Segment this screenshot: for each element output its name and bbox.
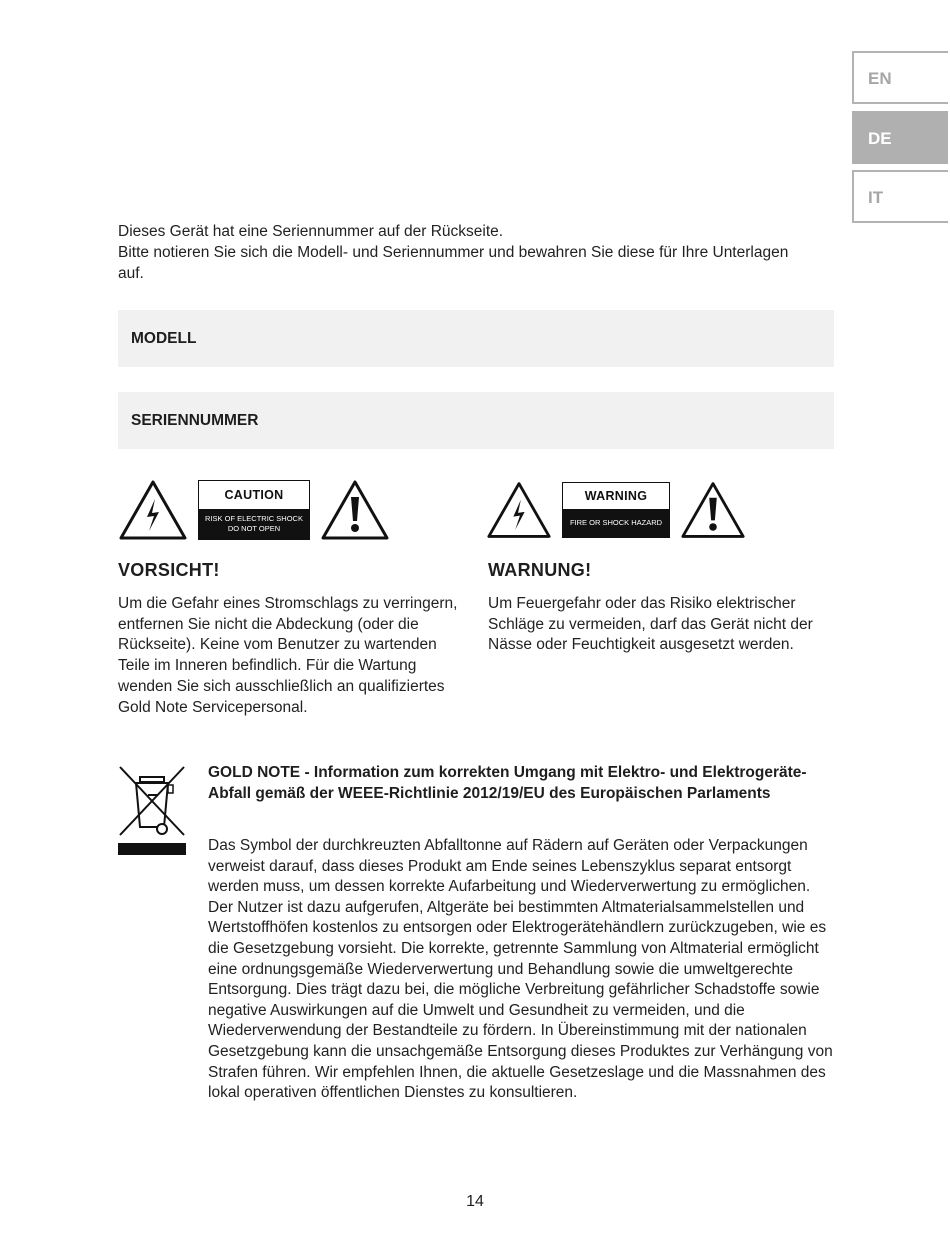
- exclamation-triangle-icon: [320, 479, 390, 541]
- warnung-heading: WARNUNG!: [488, 560, 592, 580]
- serial-number-label: SERIENNUMMER: [131, 412, 259, 429]
- exclamation-triangle-icon: [680, 480, 746, 540]
- vorsicht-body: Um die Gefahr eines Stromschlags zu verringern, entfernen Sie nicht die Abdeckung (oder die Rückseite). Keine vom Benutzer zu wartenden Teile im Inneren befindlich. Für die Wartung wenden Sie sich ausschließlich an qualifiziertes Gold Note Servicepersonal.: [118, 595, 458, 716]
- serial-number-field[interactable]: [118, 392, 834, 449]
- language-tab-de[interactable]: DE: [852, 111, 948, 164]
- warnung-body: Um Feuergefahr oder das Risiko elektrischer Schläge zu vermeiden, darf das Gerät nicht der Nässe oder Feuchtigkeit ausgesetzt werden.: [488, 595, 813, 654]
- crossed-out-wheelie-bin-icon: [118, 765, 186, 855]
- caution-sign-group: [118, 478, 390, 542]
- language-tab-en[interactable]: EN: [852, 51, 948, 104]
- caution-label: CAUTION RISK OF ELECTRIC SHOCK DO NOT OPEN: [198, 480, 310, 540]
- model-field[interactable]: [118, 310, 834, 367]
- language-tab-it[interactable]: IT: [852, 170, 948, 223]
- weee-body: Das Symbol der durchkreuzten Abfalltonne auf Rädern auf Geräten oder Verpackungen verweist darauf, dass dieses Produkt am Ende seines Lebenszyklus separat entsorgt werden muss, um dessen korrekte Aufarbeitung und Wiederverwertung zu ermöglichen. Der Nutzer ist dazu aufgerufen, Altgeräte bei bestimmten Altmaterialsammelstellen und Wertstoffhöfen kostenlos zu entsorgen oder Elektrogerätehändlern zurückzugeben, wie es die Gesetzgebung vorsieht. Die korrekte, getrennte Sammlung von Altmaterial ermöglicht eine ordnungsgemäße Wiederverwertung und Behandlung sowie die umweltgerechte Entsorgung. Dies trägt dazu bei, die mögliche Verbreitung gefährlicher Schadstoffe sowie negative Auswirkungen auf die Umwelt und Gesundheit zu vermeiden, und die Wiederverwendung der Bestandteile zu fördern. In Übereinstimmung mit der nationalen Gesetzgebung kann die unsachgemäße Entsorgung dieses Produktes zur Verhängung von Strafen führen. Wir empfehlen Ihnen, die aktuelle Gesetzeslage und die Massnahmen des lokal operativen öffentlichen Dienstes zu konsultieren.: [208, 837, 833, 1102]
- intro-text: [118, 221, 818, 284]
- intro-line-1: Dieses Gerät hat eine Seriennummer auf der Rückseite.: [118, 223, 504, 240]
- intro-line-2: Bitte notieren Sie sich die Modell- und Seriennummer und bewahren Sie diese für Ihre Unterlagen auf.: [118, 244, 789, 282]
- electric-shock-triangle-icon: [486, 480, 552, 540]
- electric-shock-triangle-icon: [118, 479, 188, 541]
- weee-heading: GOLD NOTE - Information zum korrekten Umgang mit Elektro- und Elektrogeräte-Abfall gemäß der WEEE-Richtlinie 2012/19/EU des Europäischen Parlaments: [208, 764, 807, 802]
- warning-label: WARNING FIRE OR SHOCK HAZARD: [562, 482, 670, 538]
- warning-sign-group: [486, 478, 746, 542]
- page-number: 14: [466, 1193, 484, 1210]
- vorsicht-heading: VORSICHT!: [118, 560, 220, 580]
- model-label: MODELL: [131, 330, 197, 347]
